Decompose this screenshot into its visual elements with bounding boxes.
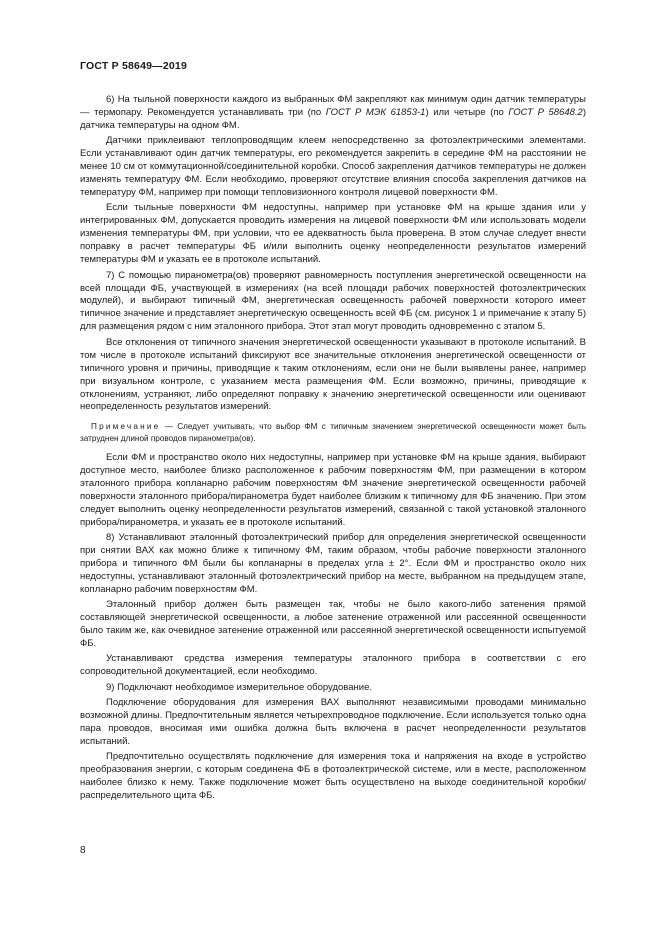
document-header: ГОСТ Р 58649—2019 bbox=[80, 60, 188, 72]
note bbox=[80, 421, 586, 443]
note-text: — Следует учитывать, что выбор ФМ с типичным значением энергетической освещенности может быть затруднен длиной проводов пиранометра(ов). bbox=[80, 422, 586, 443]
paragraph: Если тыльные поверхности ФМ недоступны, например при установке ФМ на крыше здания или у интегрированных ФМ, допускается проводить измерения на лицевой поверхности ФМ или использовать модели изменения температуры ФМ, при условии, что ее адекватность была проверена. В этом случае следует внести поправку в расчет температуры ФБ и/или выполнить оценку неопределенности результатов измерений температуры ФМ и указать ее в протоколе испытаний. bbox=[80, 202, 586, 266]
paragraph: Если ФМ и пространство около них недоступны, например при установке ФМ на крыше здания, выбирают доступное место, наиболее близко расположенное к рабочим поверхностям ФМ, при размещении в котором эталонного прибора копланарно рабочим поверхностям ФМ значение энергетической освещенности рабочей поверхности эталонного прибора/пиранометра будет наиболее близким к типичному для ФБ значению. При этом следует выполнить оценку неопределенности результатов измерений, связанной с такой установкой эталонного прибора/пиранометра, и указать ее в протоколе испытаний. bbox=[80, 451, 586, 528]
standard-reference: ГОСТ Р МЭК 61853-1 bbox=[325, 106, 426, 118]
note-label: Примечание bbox=[91, 422, 161, 432]
paragraph: Подключение оборудования для измерения ВАХ выполняют независимыми проводами минимально возможной длины. Предпочтительным является четырехпроводное подключение. Если используется только одна пара проводов, вносимая ими ошибка должна быть включена в расчет неопределенности результатов испытаний. bbox=[80, 696, 586, 747]
paragraph: Эталонный прибор должен быть размещен так, чтобы не было какого-либо затенения прямой составляющей энергетической освещенности, а любое затенение отраженной или рассеянной освещенности было таким же, как очевидное затенение отраженной или рассеянной энергетической освещенности испытуемой ФБ. bbox=[80, 599, 586, 649]
paragraph: Датчики приклеивают теплопроводящим клеем непосредственно за фотоэлектрическими элементами. Если устанавливают один датчик температуры, его рекомендуется закрепить в середине ФМ на расстоянии не менее 10 см от коммутационной/соединительной коробки. Способ закрепления датчиков температуры не должен изменять температуру ФМ. Если необходимо, проверяют отсутствие влияния способа закрепления датчиков на температуру ФМ, например при помощи тепловизионного контроля лицевой поверхности ФМ. bbox=[80, 135, 586, 199]
paragraph-step-6: 6) На тыльной поверхности каждого из выбранных ФМ закрепляют как минимум один датчик температуры — термопару. Рекомендуется устанавливать три (по ГОСТ Р МЭК 61853-1) или четыре (по ГОСТ Р 58648.2) датчика температуры на одном ФМ. bbox=[80, 94, 587, 131]
paragraph-step-7: 7) С помощью пиранометра(ов) проверяют равномерность поступления энергетической освещенности на всей площади ФБ, участвующей в измерениях (на всей площади рабочих поверхностей фотоэлектрических модулей), и выбирают типичный ФМ, энергетическая освещенность рабочей поверхности которого имеет типичное значение и представляет энергетическую освещенность всей ФБ (см. рисунок 1 и примечание к этапу 5) для размещения рядом с ним эталонного прибора. Этот этап могут проводить одновременно с этапом 5. bbox=[80, 269, 586, 333]
paragraph: Устанавливают средства измерения температуры эталонного прибора в соответствии с его сопроводительной документацией, если необходимо. bbox=[80, 653, 586, 678]
paragraph-step-9: 9) Подключают необходимое измерительное оборудование. bbox=[106, 681, 373, 693]
paragraph: Все отклонения от типичного значения энергетической освещенности указывают в протоколе испытаний. В том числе в протоколе испытаний фиксируют все значительные отклонения энергетической освещенности от типичного уровня и причины, приводящие к таким отклонениям, если они не были выявлены ранее, например при визуальном контроле, с указанием места размещения ФМ. Если возможно, причины, приводящие к отклонениям, устраняют, либо определяют поправку к значению энергетической освещенности или оценивают неопределенность результатов измерений. bbox=[80, 336, 586, 413]
paragraph-step-8: 8) Устанавливают эталонный фотоэлектрический прибор для определения энергетической освещенности при снятии ВАХ как можно ближе к типичному ФМ, таким образом, чтобы рабочие поверхности эталонного прибора и типичного ФМ были бы копланарны в пределах угла ± 2°. Если ФМ и пространство около них недоступны, устанавливают эталонный фотоэлектрический прибор на месте, выбранном на предыдущем этапе, копланарно рабочим поверхностям ФМ. bbox=[80, 531, 586, 595]
page-number: 8 bbox=[80, 845, 86, 856]
paragraph: Предпочтительно осуществлять подключение для измерения тока и напряжения на входе в устройство преобразования энергии, с которым соединена ФБ в фотоэлектрической системе, или в месте, расположенном наиболее близко к нему. Также подключение может быть осуществлено на выходе соединительной коробки/распределительного щита ФБ. bbox=[80, 751, 586, 802]
document-body bbox=[80, 94, 586, 805]
standard-reference: ГОСТ Р 58648.2 bbox=[508, 106, 583, 118]
